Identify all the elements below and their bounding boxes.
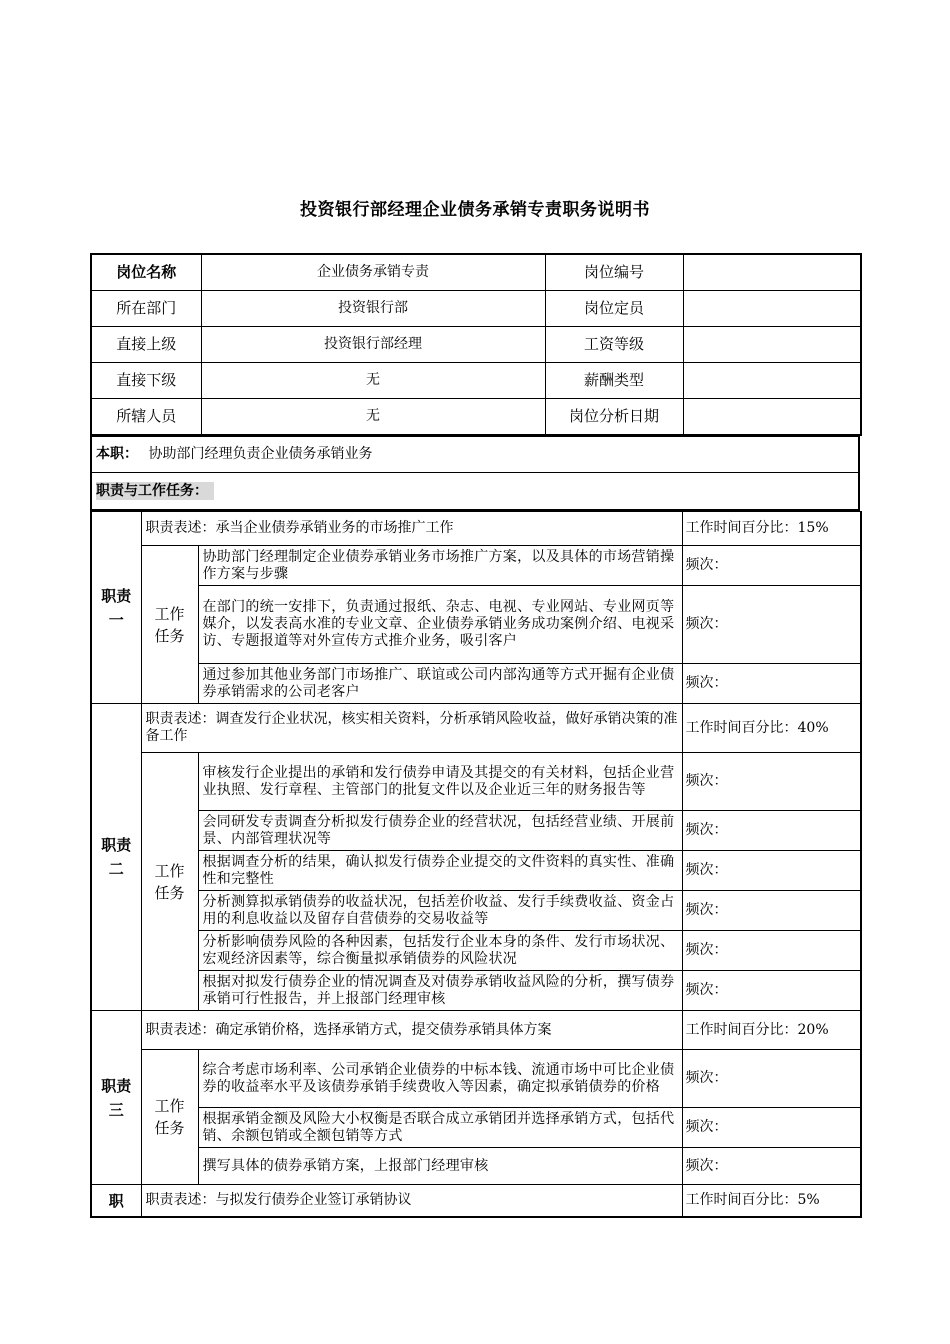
work-time-ratio: 工作时间百分比：40%: [682, 704, 861, 753]
work-time-ratio: 工作时间百分比：20%: [682, 1011, 861, 1050]
frequency-field: 频次：: [682, 1050, 861, 1108]
main-duty-label: 本职：: [96, 446, 138, 462]
info-row: [91, 291, 861, 327]
duty-group-label: 职责二: [91, 704, 141, 1011]
work-task-label: 工作任务: [141, 546, 198, 704]
frequency-field: 频次：: [682, 811, 861, 851]
duty-desc-row: [91, 1011, 861, 1050]
task-row: [91, 1108, 861, 1148]
work-time-ratio: 工作时间百分比：15%: [682, 512, 861, 546]
info-value: [683, 291, 861, 327]
task-text: 通过参加其他业务部门市场推广、联谊或公司内部沟通等方式开掘有企业债券承销需求的公司老客户: [198, 664, 682, 704]
frequency-field: 频次：: [682, 851, 861, 891]
task-text: 会同研发专责调查分析拟发行债券企业的经营状况，包括经营业绩、开展前景、内部管理状况等: [198, 811, 682, 851]
info-value: [683, 399, 861, 436]
frequency-field: 频次：: [682, 1148, 861, 1185]
task-row: [91, 931, 861, 971]
duty-description: 职责表述：确定承销价格，选择承销方式，提交债券承销具体方案: [141, 1011, 682, 1050]
info-label: 所在部门: [91, 291, 201, 327]
duties-header-row: [91, 473, 859, 511]
info-value: 无: [201, 399, 545, 436]
task-text: 根据对拟发行债券企业的情况调查及对债券承销收益风险的分析，撰写债券承销可行性报告，并上报部门经理审核: [198, 971, 682, 1011]
frequency-field: 频次：: [682, 586, 861, 664]
duty-description: 职责表述：调查发行企业状况，核实相关资料，分析承销风险收益，做好承销决策的准备工作: [141, 704, 682, 753]
task-row: [91, 664, 861, 704]
duties-header: 职责与工作任务：: [96, 482, 214, 500]
info-label: 岗位名称: [91, 254, 201, 291]
work-time-ratio: 工作时间百分比：5%: [682, 1185, 861, 1218]
task-text: 撰写具体的债券承销方案，上报部门经理审核: [198, 1148, 682, 1185]
task-text: 分析测算拟承销债券的收益状况，包括差价收益、发行手续费收益、资金占用的利息收益以及留存自营债券的交易收益等: [198, 891, 682, 931]
task-text: 在部门的统一安排下，负责通过报纸、杂志、电视、专业网站、专业网页等媒介，以发表高水准的专业文章、企业债券承销业务成功案例介绍、电视采访、专题报道等对外宣传方式推介业务，吸引客户: [198, 586, 682, 664]
task-text: 综合考虑市场利率、公司承销企业债券的中标本钱、流通市场中可比企业债券的收益率水平及该债券承销手续费收入等因素，确定拟承销债券的价格: [198, 1050, 682, 1108]
duty-description: 职责表述：与拟发行债券企业签订承销协议: [141, 1185, 682, 1218]
task-row: [91, 586, 861, 664]
info-label: 岗位编号: [545, 254, 683, 291]
basic-info-table: [90, 253, 862, 436]
duties-table: [90, 511, 862, 1218]
info-label: 岗位分析日期: [545, 399, 683, 436]
info-label: 直接下级: [91, 363, 201, 399]
info-row: [91, 363, 861, 399]
main-duty-text: 协助部门经理负责企业债务承销业务: [148, 446, 373, 462]
info-label: 薪酬类型: [545, 363, 683, 399]
task-text: 分析影响债券风险的各种因素，包括发行企业本身的条件、发行市场状况、宏观经济因素等，综合衡量拟承销债券的风险状况: [198, 931, 682, 971]
task-row: [91, 1050, 861, 1108]
page-title: 投资银行部经理企业债务承销专责职务说明书: [300, 200, 650, 220]
task-row: [91, 753, 861, 811]
task-row: [91, 851, 861, 891]
duty-description: 职责表述：承当企业债券承销业务的市场推广工作: [141, 512, 682, 546]
main-duty-row: [91, 437, 859, 473]
info-label: 工资等级: [545, 327, 683, 363]
info-value: 投资银行部: [201, 291, 545, 327]
frequency-field: 频次：: [682, 546, 861, 586]
frequency-field: 频次：: [682, 931, 861, 971]
duty-desc-row: [91, 512, 861, 546]
task-row: [91, 1148, 861, 1185]
info-label: 直接上级: [91, 327, 201, 363]
info-row: [91, 399, 861, 436]
work-task-label: 工作任务: [141, 753, 198, 1011]
task-text: 审核发行企业提出的承销和发行债券申请及其提交的有关材料，包括企业营业执照、发行章程、主管部门的批复文件以及企业近三年的财务报告等: [198, 753, 682, 811]
task-row: [91, 891, 861, 931]
frequency-field: 频次：: [682, 971, 861, 1011]
duty-group-label: 职: [91, 1185, 141, 1218]
frequency-field: 频次：: [682, 664, 861, 704]
info-value: 企业债务承销专责: [201, 254, 545, 291]
main-duty-table: [90, 436, 860, 511]
frequency-field: 频次：: [682, 891, 861, 931]
info-value: 无: [201, 363, 545, 399]
task-text: 根据调查分析的结果，确认拟发行债券企业提交的文件资料的真实性、准确性和完整性: [198, 851, 682, 891]
info-label: 岗位定员: [545, 291, 683, 327]
task-row: [91, 971, 861, 1011]
frequency-field: 频次：: [682, 1108, 861, 1148]
task-row: [91, 546, 861, 586]
info-row: [91, 327, 861, 363]
duty-group-label: 职责三: [91, 1011, 141, 1185]
info-value: [683, 363, 861, 399]
info-row: [91, 254, 861, 291]
info-label: 所辖人员: [91, 399, 201, 436]
work-task-label: 工作任务: [141, 1050, 198, 1185]
info-value: [683, 254, 861, 291]
info-value: 投资银行部经理: [201, 327, 545, 363]
duty-desc-row: [91, 704, 861, 753]
duty-group-label: 职责一: [91, 512, 141, 704]
frequency-field: 频次：: [682, 753, 861, 811]
job-description-sheet: [90, 253, 860, 1218]
task-row: [91, 811, 861, 851]
duty-desc-row: [91, 1185, 861, 1218]
task-text: 协助部门经理制定企业债券承销业务市场推广方案，以及具体的市场营销操作方案与步骤: [198, 546, 682, 586]
task-text: 根据承销金额及风险大小权衡是否联合成立承销团并选择承销方式，包括代销、余额包销或全额包销等方式: [198, 1108, 682, 1148]
info-value: [683, 327, 861, 363]
